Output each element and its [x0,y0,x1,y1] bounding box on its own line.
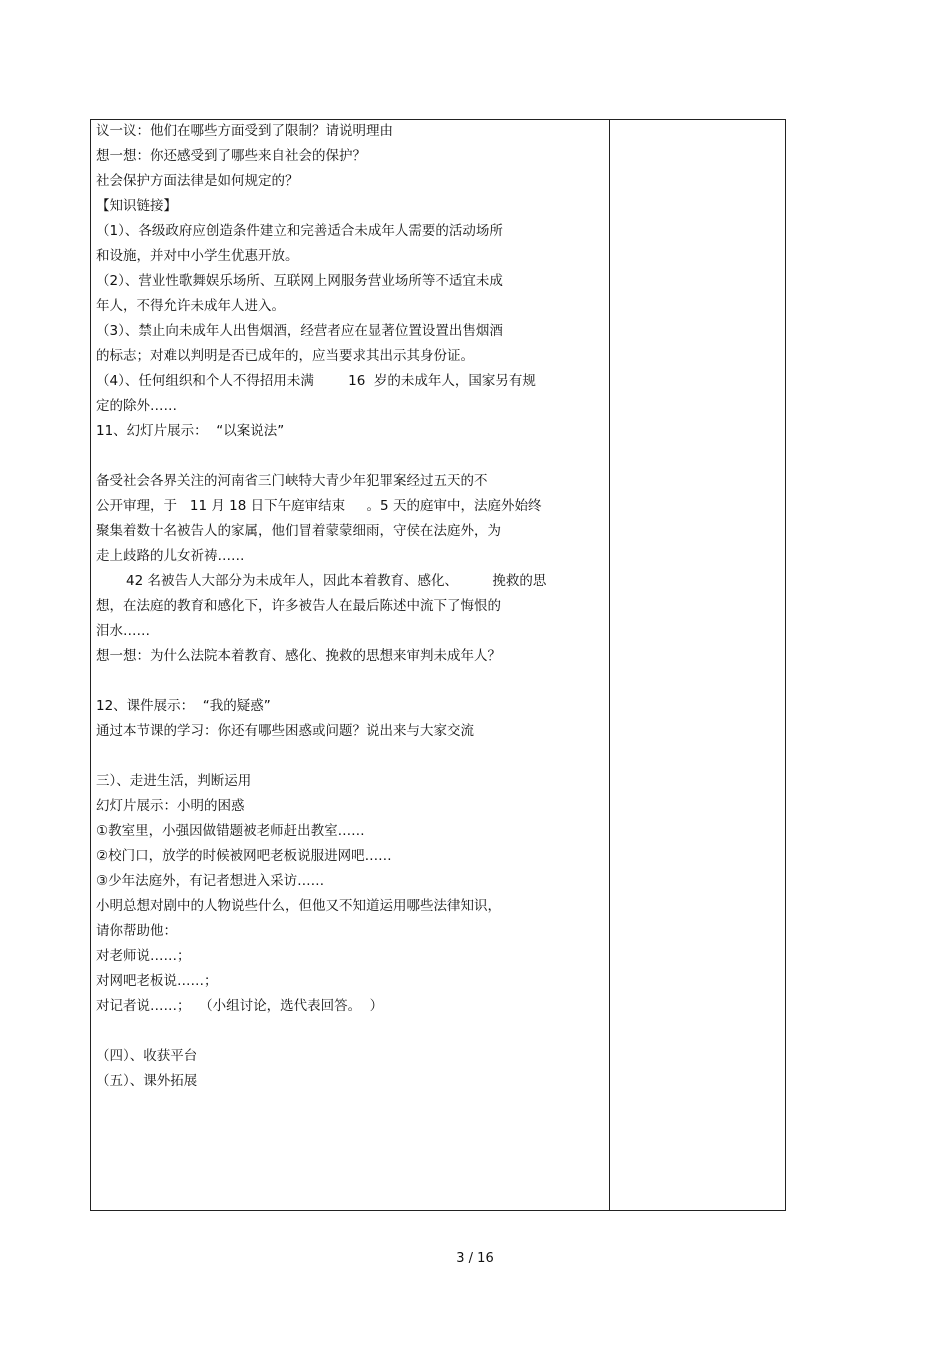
page-number: 3 / 16 [456,1251,494,1266]
lesson-table [90,119,786,1211]
text-line: 想一想：你还感受到了哪些来自社会的保护？ [96,148,366,164]
text-line: 通过本节课的学习：你还有哪些困惑或问题？说出来与大家交流 [96,723,474,739]
text-line: 11、幻灯片展示： “以案说法” [96,423,285,439]
text-line: （1）、各级政府应创造条件建立和完善适合未成年人需要的活动场所 [96,223,503,239]
notes-cell [610,120,785,1210]
text-line: 泪水…… [96,623,150,639]
text-line: 备受社会各界关注的河南省三门峡特大青少年犯罪案经过五天的不 [96,473,488,489]
text-line: （五）、课外拓展 [96,1073,198,1089]
text-line: 走上歧路的儿女祈祷…… [96,548,245,564]
text-line: 社会保护方面法律是如何规定的？ [96,173,299,189]
text-line: 的标志；对难以判明是否已成年的，应当要求其出示其身份证。 [96,348,474,364]
text-line: （四）、收获平台 [96,1048,198,1064]
text-line: （4）、任何组织和个人不得招用未满 16 岁的未成年人，国家另有规 [96,373,536,389]
text-line: 公开审理，于 11 月 18 日下午庭审结束 。5 天的庭审中，法庭外始终 [96,498,542,514]
text-line: 年人，不得允许未成年人进入。 [96,298,285,314]
text-line: ③少年法庭外，有记者想进入采访…… [96,873,325,889]
text-line: 和设施，并对中小学生优惠开放。 [96,248,299,264]
text-line: 42 名被告人大部分为未成年人，因此本着教育、感化、 挽救的思 [96,573,547,589]
text-line: ②校门口，放学的时候被网吧老板说服进网吧…… [96,848,392,864]
text-line: 【知识链接】 [96,198,177,214]
text-line: 想，在法庭的教育和感化下，许多被告人在最后陈述中流下了悔恨的 [96,598,501,614]
text-line: 定的除外…… [96,398,177,414]
text-line: ①教室里，小强因做错题被老师赶出教室…… [96,823,365,839]
text-line: 幻灯片展示：小明的困惑 [96,798,245,814]
text-line: （3）、禁止向未成年人出售烟酒，经营者应在显著位置设置出售烟酒 [96,323,503,339]
text-line: 议一议：他们在哪些方面受到了限制？请说明理由 [96,123,393,139]
text-line: 对记者说……； （小组讨论，选代表回答。 ） [96,998,384,1014]
text-line: 想一想：为什么法院本着教育、感化、挽救的思想来审判未成年人？ [96,648,501,664]
text-line: 12、课件展示： “我的疑惑” [96,698,271,714]
text-line: 请你帮助他： [96,923,177,939]
text-line: 聚集着数十名被告人的家属，他们冒着蒙蒙细雨，守侯在法庭外，为 [96,523,501,539]
text-line: 对网吧老板说……； [96,973,218,989]
text-line: 三）、走进生活，判断运用 [96,773,252,789]
text-line: 小明总想对剧中的人物说些什么，但他又不知道运用哪些法律知识， [96,898,501,914]
text-line: （2）、营业性歌舞娱乐场所、互联网上网服务营业场所等不适宜未成 [96,273,503,289]
text-line: 对老师说……； [96,948,191,964]
